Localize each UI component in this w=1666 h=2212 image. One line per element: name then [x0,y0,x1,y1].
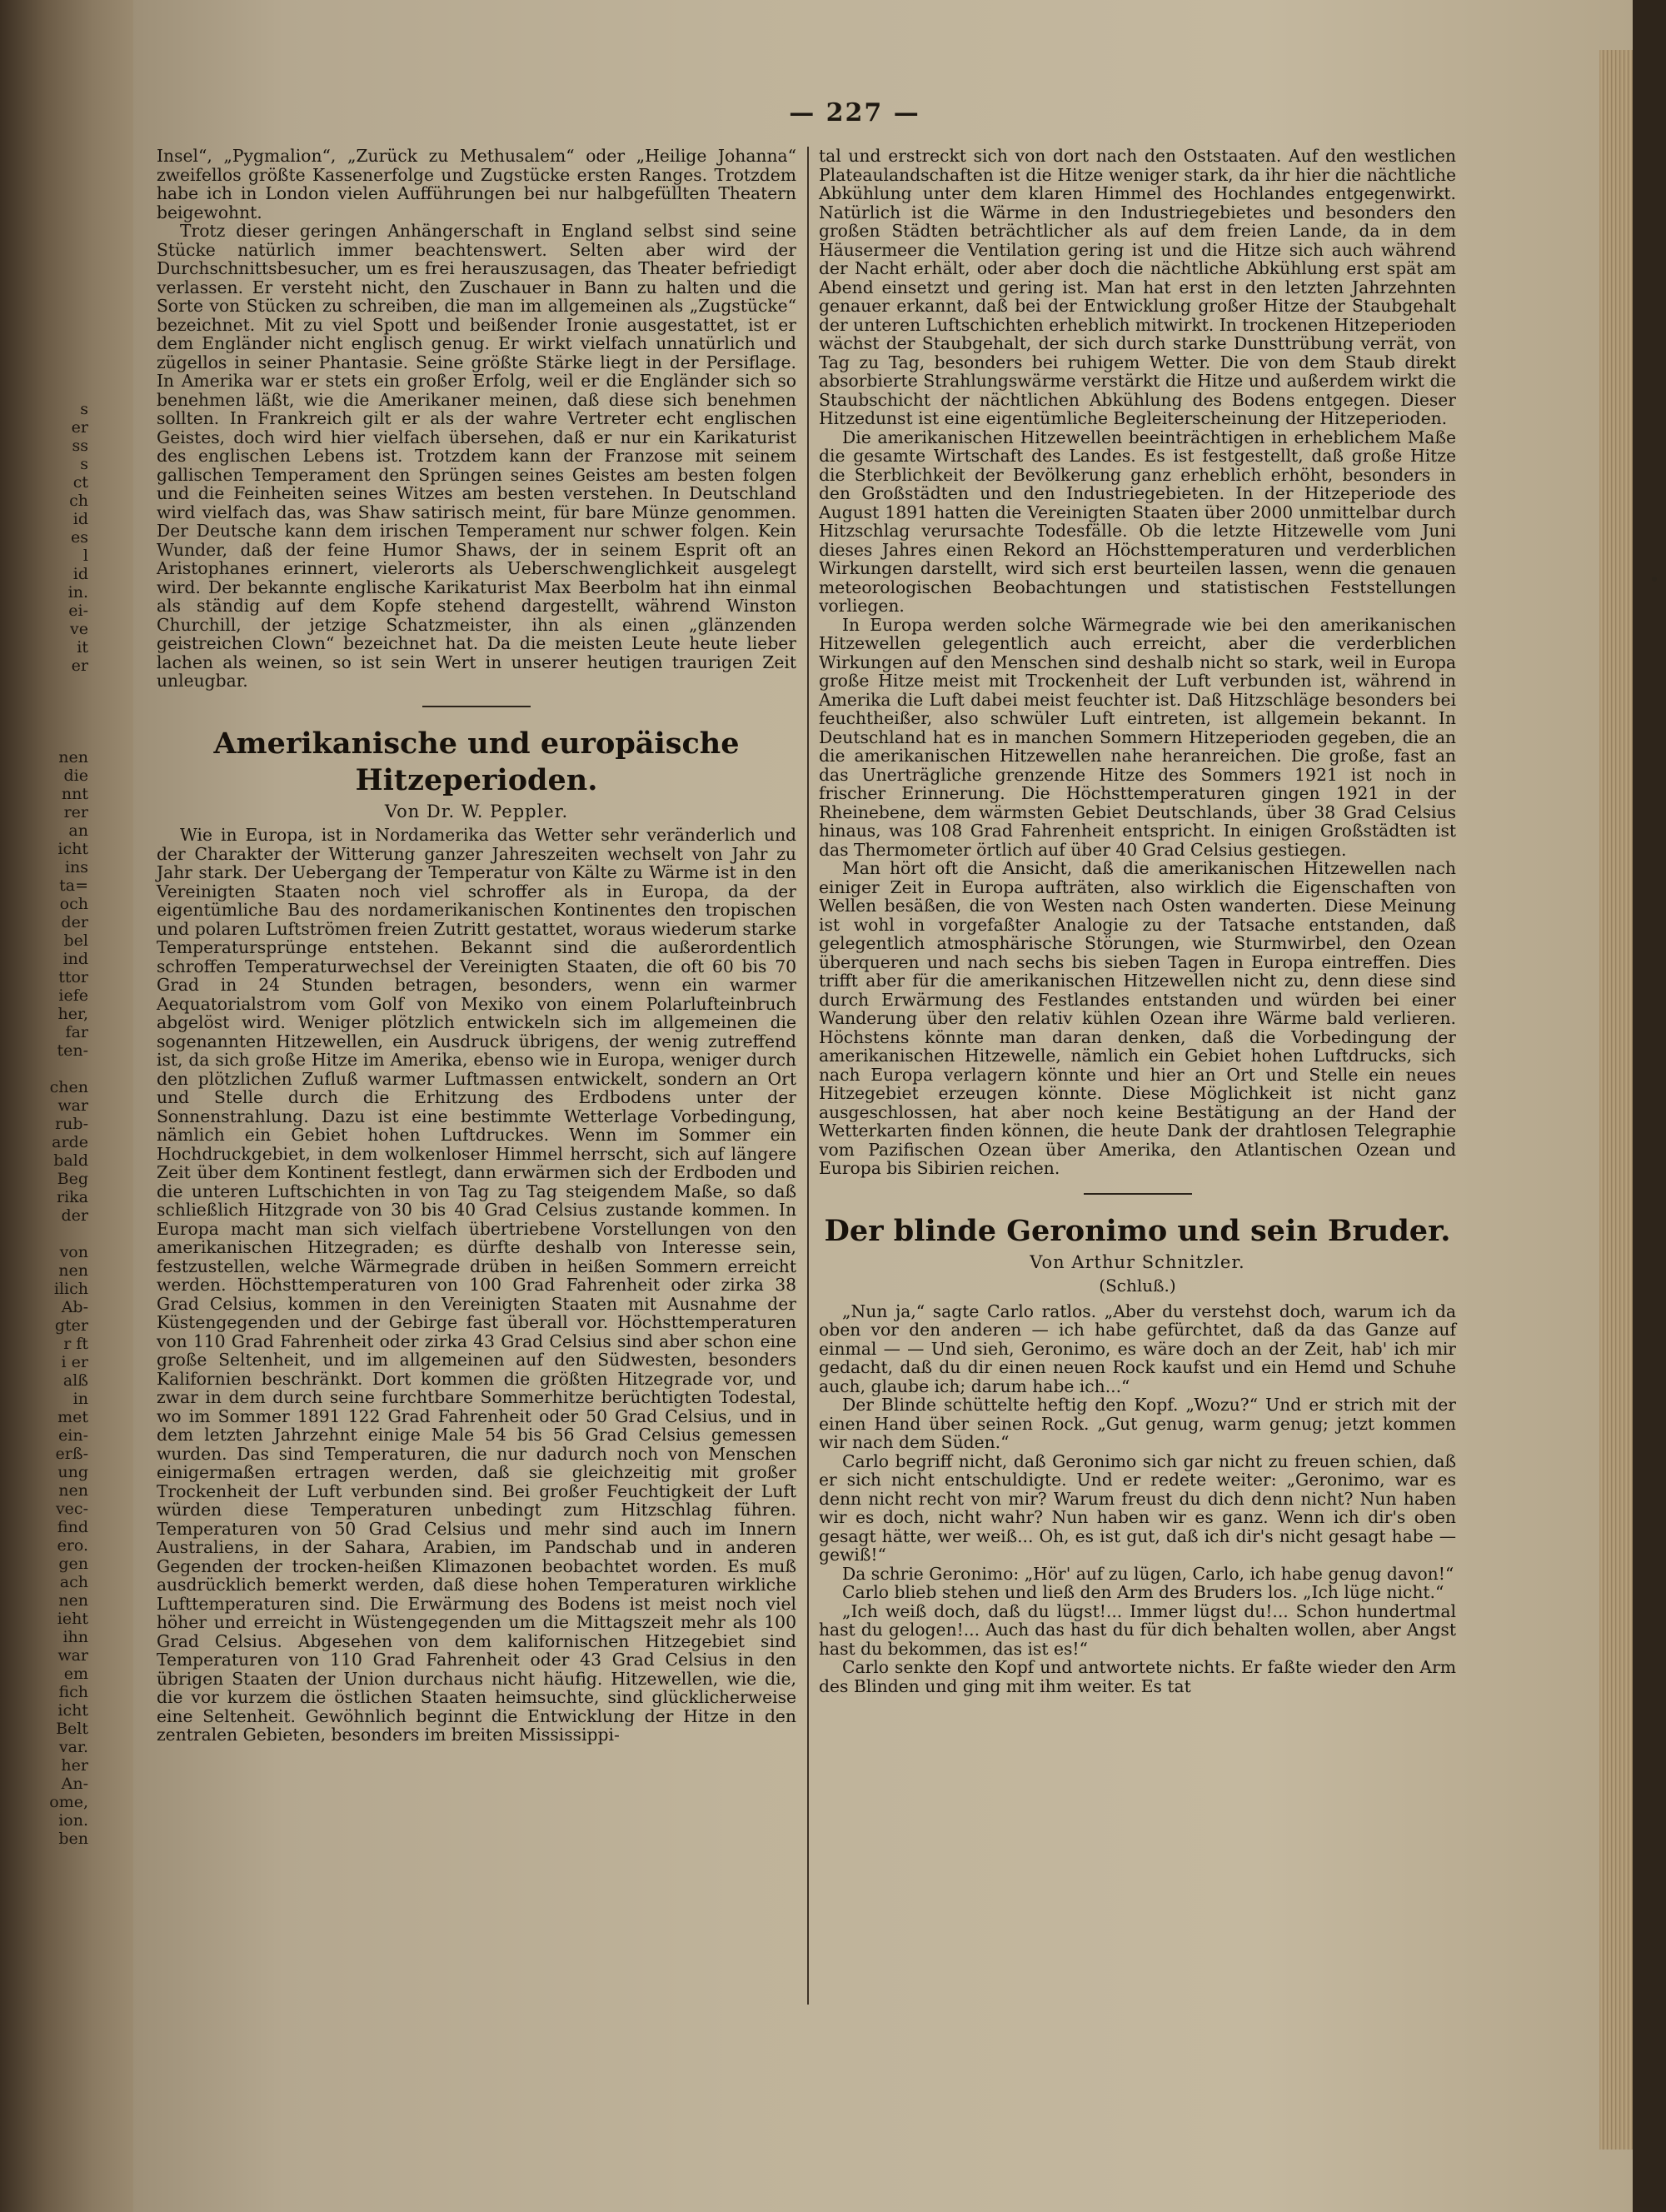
right-column [819,147,1456,1695]
margin-fragment: ttor [58,968,88,986]
margin-fragment: nen [58,1261,88,1280]
paragraph: Carlo blieb stehen und ließ den Arm des Bruders los. „Ich lüge nicht.“ [842,1582,1444,1602]
margin-fragment: em [63,1665,88,1683]
margin-fragment [5,675,88,693]
margin-fragment: rer [63,803,88,821]
margin-fragment: in [72,1390,88,1408]
margin-fragment: ss [72,437,88,455]
paragraph: Wie in Europa, ist in Nordamerika das Wetter sehr veränderlich und der Charakter der Witterung ganzer Jahreszeiten wechselt von Jahr zu Jahr stark. Der Uebergang der Temperatur von Kälte zu Wärme ist in den Vereinigten Staaten noch viel schroffer als in Europa, da der eigentümliche Bau des nordamerikanischen Kontinentes den tropischen und polaren Luftströmen freien Zutritt gestattet, woraus wiederum starke Temperatursprünge entstehen. Bekannt sind die außerordentlich schroffen Temperaturwechsel der Vereinigten Staaten, die oft 60 bis 70 Grad in 24 Stunden betragen, besonders, wenn ein warmer Aequatorialstrom vom Golf von Mexiko von einem Polarlufteinbruch abgelöst wird. Weniger plötzlich entwickeln sich im allgemeinen die sogenannten Hitzewellen, ein Ausdruck übrigens, der wenig zutreffend ist, da sich große Hitze im Amerika, ebenso wie in Europa, weniger durch den plötzlichen Zufluß warmer Luftmassen entwickelt, sondern an Ort und Stelle durch die Erhitzung des Erdbodens unter der Sonnenstrahlung. Dazu ist eine bestimmte Wetterlage Vorbedingung, nämlich ein Gebiet hohen Luftdruckes. Wenn im Sommer ein Hochdruckgebiet, in dem wolkenloser Himmel herrscht, sich auf längere Zeit über dem Kontinent festlegt, dann erwärmen sich der Erdboden und die unteren Luftschichten in von Tag zu Tag steigendem Maße, so daß schließlich Hitzgrade von 30 bis 40 Grad Celsius zustande kommen. In Europa macht man sich vielfach übertriebene Vorstellungen von den amerikanischen Hitzegraden; es dürfte deshalb von Interesse sein, festzustellen, welche Wärmegrade drüben in heißen Sommern erreicht werden. Höchsttemperaturen von 100 Grad Fahrenheit oder zirka 38 Grad Celsius, kommen in den Vereinigten Staaten mit Ausnahme der Küstengegenden und der Gebirge fast überall vor. Höchsttemperaturen von 110 Grad Fahrenheit oder zirka 43 Grad Celsius sind aber schon eine große Seltenheit, und im allgemeinen auf den Südwesten, besonders Kalifornien beschränkt. Dort kommen die größten Hitzegrade vor, und zwar in dem durch seine furchtbare Sommerhitze berüchtigten Todestal, wo im Sommer 1891 122 Grad Fahrenheit oder 50 Grad Celsius, und in dem letzten Jahrzehnt einige Male 54 bis 56 Grad Celsius gemessen wurden. Das sind Temperaturen, die nur dadurch noch von Menschen einigermaßen ertragen werden, daß sie gleichzeitig mit großer Trockenheit der Luft verbunden sind. Bei großer Feuchtigkeit der Luft würden diese Temperaturen unbedingt zum Hitzschlag führen. Temperaturen von 50 Grad Celsius und mehr sind auch im Innern Australiens, in der Sahara, Arabien, im Pandschab und in anderen Gegenden der trocken-heißen Klimazonen beobachtet worden. Es muß ausdrücklich bemerkt werden, daß diese hohen Temperaturen wirkliche Lufttemperaturen sind. Die Erwärmung des Bodens ist meist noch viel höher und erreicht in Wüstengegenden um die Mittagszeit mehr als 100 Grad Celsius. Abgesehen von dem kalifornischen Hitzegebiet sind Temperaturen von 110 Grad Fahrenheit oder 43 Grad Celsius in den übrigen Staaten der Union durchaus nicht häufig. Hitzewellen, wie die, die vor kurzem die östlichen Staaten heimsuchte, sind glücklicherweise eine Seltenheit. Gewöhnlich beginnt die Entwicklung der Hitze in den zentralen Gebieten, besonders im breiten Mississippi- [157,825,796,1745]
margin-fragment: rub- [55,1115,88,1133]
paragraph: Da schrie Geronimo: „Hör' auf zu lügen, Carlo, ich habe genug davon!“ [842,1563,1454,1584]
margin-fragment: ten- [57,1041,88,1060]
margin-fragment: gter [54,1316,88,1335]
margin-fragment: An- [61,1775,88,1793]
article-byline: Von Dr. W. Peppler. [384,801,569,821]
margin-fragment [5,1225,88,1243]
margin-fragment [5,693,88,712]
margin-fragment: iefe [58,986,88,1005]
divider [1084,1193,1192,1195]
margin-fragment: gen [58,1555,88,1573]
margin-fragment: er [71,418,88,437]
margin-fragment: der [61,1206,88,1225]
paragraph: „Ich weiß doch, daß du lügst!... Immer lügst du!... Schon hundertmal hast du gelogen!... Auch das hast du für dich behalten wollen, aber Angst hast du bekommen, das ist es!“ [819,1600,1456,1659]
article-title: Amerikanische und europäische Hitzeperioden. [213,726,740,797]
margin-fragment: ion. [58,1811,88,1830]
margin-fragment: ach [59,1573,88,1591]
margin-fragment: an [68,821,88,840]
margin-fragment: her [61,1756,88,1775]
margin-fragment: id [72,510,88,528]
margin-fragment [5,1060,88,1078]
margin-fragment: nen [58,748,88,766]
margin-fragment: nen [58,1481,88,1500]
margin-fragment: find [57,1518,88,1536]
margin-fragment: icht [57,840,88,858]
margin-fragment: ins [64,858,88,876]
page-edges [1599,50,1633,2150]
margin-fragment: Beg [57,1170,88,1188]
paragraph: Man hört oft die Ansicht, daß die amerikanischen Hitzewellen nach einiger Zeit in Europa aufträten, also wirklich die Eigenschaften von Wellen besäßen, die von Westen nach Osten wanderten. Diese Meinung ist wohl in vorgefaßter Analogie zu der Tatsache entstanden, daß gelegentlich atmosphärische Störungen, wie Sturmwirbel, den Ozean überqueren und nach sechs bis sieben Tagen in Europa eintreffen. Dies trifft aber für die amerikanischen Hitzewellen nicht zu, denn diese sind durch Erwärmung des Festlandes entstanden und würden bei einer Wanderung über den relativ kühlen Ozean ihre Wärme bald verlieren. Höchstens könnte man daran denken, daß die Vorbedingung der amerikanischen Hitzewelle, nämlich ein Gebiet hohen Luftdrucks, sich nach Europa verlagern könnte und hier an Ort und Stelle ein neues Hitzegebiet erzeugen könnte. Diese Möglichkeit ist nicht ganz ausgeschlossen, hat aber noch keine Bestätigung an der Hand der Wetterkarten finden können, die heute Dank der drahtlosen Telegraphie vom Pazifischen Ozean über Amerika, den Atlantischen Ozean und Europa bis Sibirien reichen. [819,858,1456,1178]
margin-fragment: ilich [53,1280,88,1298]
margin-fragment: ta= [59,876,88,895]
margin-fragment: von [59,1243,88,1261]
margin-fragment: l [82,547,88,565]
story-title: Der blinde Geronimo und sein Bruder. [824,1213,1451,1248]
margin-fragment: och [59,895,88,913]
newspaper-page [133,0,1633,2212]
margin-fragment: alß [62,1371,88,1390]
story-conclusion-note: (Schluß.) [1099,1276,1176,1296]
margin-fragment: Belt [56,1720,88,1738]
margin-fragment: in. [67,583,88,602]
margin-fragment: chen [49,1078,88,1096]
story-byline: Von Arthur Schnitzler. [1030,1251,1245,1272]
margin-fragment: ch [69,492,88,510]
page-number: — 227 — [789,98,920,127]
left-margin-text [5,400,88,1848]
margin-fragment: die [63,766,88,785]
paragraph: In Europa werden solche Wärmegrade wie bei den amerikanischen Hitzewellen gelegentlich auch erreicht, aber die verderblichen Wirkungen auf den Menschen sind deshalb nicht so stark, weil in Europa große Hitze meist mit Trockenheit der Luft verbunden ist, während in Amerika die Luft dabei meist feuchter ist. Daß Hitzschläge besonders bei feuchtheißer, also schwüler Luft eintreten, ist allgemein bekannt. In Deutschland hat es in manchen Sommern Hitzeperioden gegeben, die an die amerikanischen Hitzewellen nahe heranreichen. Die große, fast an das Unerträgliche grenzende Hitze des Sommers 1921 ist noch in frischer Erinnerung. Die Höchsttemperaturen gingen 1921 in der Rheinebene, dem wärmsten Gebiet Deutschlands, über 38 Grad Celsius hinaus, was 108 Grad Fahrenheit entspricht. In einigen Großstädten ist das Thermometer örtlich auf über 40 Grad Celsius gestiegen. [819,614,1456,860]
margin-fragment: bald [53,1151,88,1170]
ink-speck [1652,577,1657,582]
margin-fragment: rika [57,1188,88,1206]
divider [422,706,531,707]
margin-fragment: der [61,913,88,931]
margin-fragment [5,712,88,730]
margin-fragment: ihn [62,1628,88,1646]
margin-fragment: her, [57,1005,88,1023]
margin-fragment: Ab- [61,1298,88,1316]
left-column [157,147,796,1745]
margin-fragment: i er [61,1353,88,1371]
margin-fragment: far [65,1023,88,1041]
margin-fragment: ct [72,473,88,492]
margin-fragment: ome, [49,1793,88,1811]
paragraph: Trotz dieser geringen Anhängerschaft in England selbst sind seine Stücke natürlich immer beachtenswert. Selten aber wird der Durchschnittsbesucher, um es frei herauszusagen, das Theater befriedigt verlassen. Er versteht nicht, den Zuschauer in Bann zu halten und die Sorte von Stücken zu schreiben, die man im allgemeinen als „Zugstücke“ bezeichnet. Mit zu viel Spott und beißender Ironie ausgestattet, ist er dem Engländer nicht englisch genug. Er wirkt vielfach unnatürlich und zügellos in seiner Phantasie. Seine größte Stärke liegt in der Persiflage. In Amerika war er stets ein großer Erfolg, weil er die Engländer sich so benehmen läßt, wie die Amerikaner meinen, daß diese sich benehmen sollten. In Frankreich gilt er als der wahre Vertreter echt englischen Geistes, doch wird hier vielfach übersehen, daß er nur ein Karikaturist des englischen Lebens ist. Trotzdem kann der Franzose mit seinem gallischen Temperament den Sprüngen seines Geistes am besten folgen und die Feinheiten seines Witzes am besten verstehen. In Deutschland wird vielfach das, was Shaw satirisch meint, für bare Münze genommen. Der Deutsche kann dem irischen Temperament nur schwer folgen. Kein Wunder, daß der feine Humor Shaws, der in seinem Esprit oft an Aristophanes erinnert, vielerorts als Ueberschwenglichkeit ausgelegt wird. Der bekannte englische Karikaturist Max Beerbolm hat ihn einmal als ständig auf dem Kopfe stehend dargestellt, während Winston Churchill, der jetzige Schatzmeister, ihn als einen „glänzenden geistreichen Clown“ bezeichnet hat. Da die meisten Leute heute lieber lachen als weinen, so ist sein Wert in unserer heutigen traurigen Zeit unleugbar. [157,221,796,691]
margin-fragment: er [71,657,88,675]
paragraph: „Nun ja,“ sagte Carlo ratlos. „Aber du verstehst doch, warum ich da oben vor den anderen — ich habe gefürchtet, daß da das Ganze auf einmal — — Und sieh, Geronimo, es wäre doch an der Zeit, hab' ich mir gedacht, daß du dir einen neuen Rock kaufst und ein Hemd und Schuhe auch, glaube ich; darum habe ich...“ [819,1301,1456,1396]
paragraph: Carlo begriff nicht, daß Geronimo sich gar nicht zu freuen schien, daß er sich nicht entschuldigte. Und er redete weiter: „Geronimo, war es denn nicht recht von mir? Warum freust du dich denn nicht? Nun haben wir es doch, nicht wahr? Nun haben wir es ganz. Wenn ich dir's oben gesagt hätte, wer weiß... Oh, es ist gut, daß ich dir's nicht gesagt habe — gewiß!“ [819,1451,1456,1565]
margin-fragment: erß- [55,1445,88,1463]
margin-fragment: ero. [57,1536,88,1555]
paragraph: Insel“, „Pygmalion“, „Zurück zu Methusalem“ oder „Heilige Johanna“ zweifellos größte Kassenerfolge und Zugstücke ersten Ranges. Trotzdem habe ich in London vielen Aufführungen bei nur halbgefüllten Theatern beigewohnt. [157,146,796,222]
margin-fragment: fich [58,1683,88,1701]
margin-fragment: bel [63,931,88,950]
margin-fragment: r ft [63,1335,88,1353]
margin-fragment: ieht [57,1610,88,1628]
margin-fragment: es [71,528,88,547]
margin-fragment: ei- [68,602,88,620]
margin-fragment: ben [58,1830,88,1848]
margin-fragment: ung [57,1463,88,1481]
margin-fragment: it [77,638,88,657]
paragraph: Carlo senkte den Kopf und antwortete nichts. Er faßte wieder den Arm des Blinden und ging mit ihm weiter. Es tat [819,1657,1456,1696]
margin-fragment [5,730,88,748]
paragraph: tal und erstreckt sich von dort nach den Oststaaten. Auf den westlichen Plateaulandschaften ist die Hitze weniger stark, da ihr hier die nächtliche Abkühlung unter dem klaren Himmel des Hochlandes entgegenwirkt. Natürlich ist die Wärme in den Industriegebietes und besonders den großen Städten beträchtlicher als auf dem freien Lande, da in dem Häusermeer die Ventilation gering ist und die Hitze sich auch während der Nacht erhält, oder aber doch die nächtliche Abkühlung erst spät am Abend einsetzt und gering ist. Man hat erst in den letzten Jahrzehnten genauer erkannt, daß bei der Entwicklung großer Hitze der Staubgehalt der unteren Luftschichten erheblich mitwirkt. In trockenen Hitzeperioden wächst der Staubgehalt, der sich durch starke Dunsttrübung verrät, von Tag zu Tag, besonders bei ruhigem Wetter. Die von dem Staub direkt absorbierte Strahlungswärme verstärkt die Hitze und außerdem wirkt die Staubschicht der nächtlichen Abkühlung des Bodens entgegen. Dieser Hitzedunst ist eine eigentümliche Begleiterscheinung der Hitzeperioden. [819,146,1456,428]
margin-fragment: nen [58,1591,88,1610]
margin-fragment: ind [62,950,88,968]
margin-fragment: ve [70,620,88,638]
margin-fragment: s [80,455,88,473]
paragraph: Die amerikanischen Hitzewellen beeinträchtigen in erheblichem Maße die gesamte Wirtschaft des Landes. Es ist festgestellt, daß große Hitze die Sterblichkeit der Bevölkerung ganz erheblich erhöht, besonders in den Großstädten und den Industriegebieten. In der Hitzeperiode des August 1891 hatten die Vereinigten Staaten über 2000 unmittelbar durch Hitzschlag verursachte Todesfälle. Ob die letzte Hitzewelle vom Juni dieses Jahres einen Rekord an Höchsttemperaturen und verderblichen Wirkungen darstellt, wird sich erst beurteilen lassen, wenn die genauen meteorologischen Beobachtungen und statistischen Feststellungen vorliegen. [819,427,1456,616]
margin-fragment: vec- [55,1500,88,1518]
margin-fragment: war [57,1646,88,1665]
margin-fragment: icht [57,1701,88,1720]
margin-fragment: s [80,400,88,418]
column-rule [807,147,809,2005]
left-page-fragment [0,0,133,2212]
margin-fragment: war [57,1096,88,1115]
margin-fragment: var. [58,1738,88,1756]
paragraph: Der Blinde schüttelte heftig den Kopf. „Wozu?“ Und er strich mit der einen Hand über seinen Rock. „Gut genug, warm genug; jetzt kommen wir nach dem Süden.“ [819,1395,1456,1452]
margin-fragment: met [57,1408,88,1426]
margin-fragment: id [72,565,88,583]
margin-fragment: ein- [58,1426,88,1445]
margin-fragment: arde [52,1133,88,1151]
margin-fragment: nnt [61,785,88,803]
